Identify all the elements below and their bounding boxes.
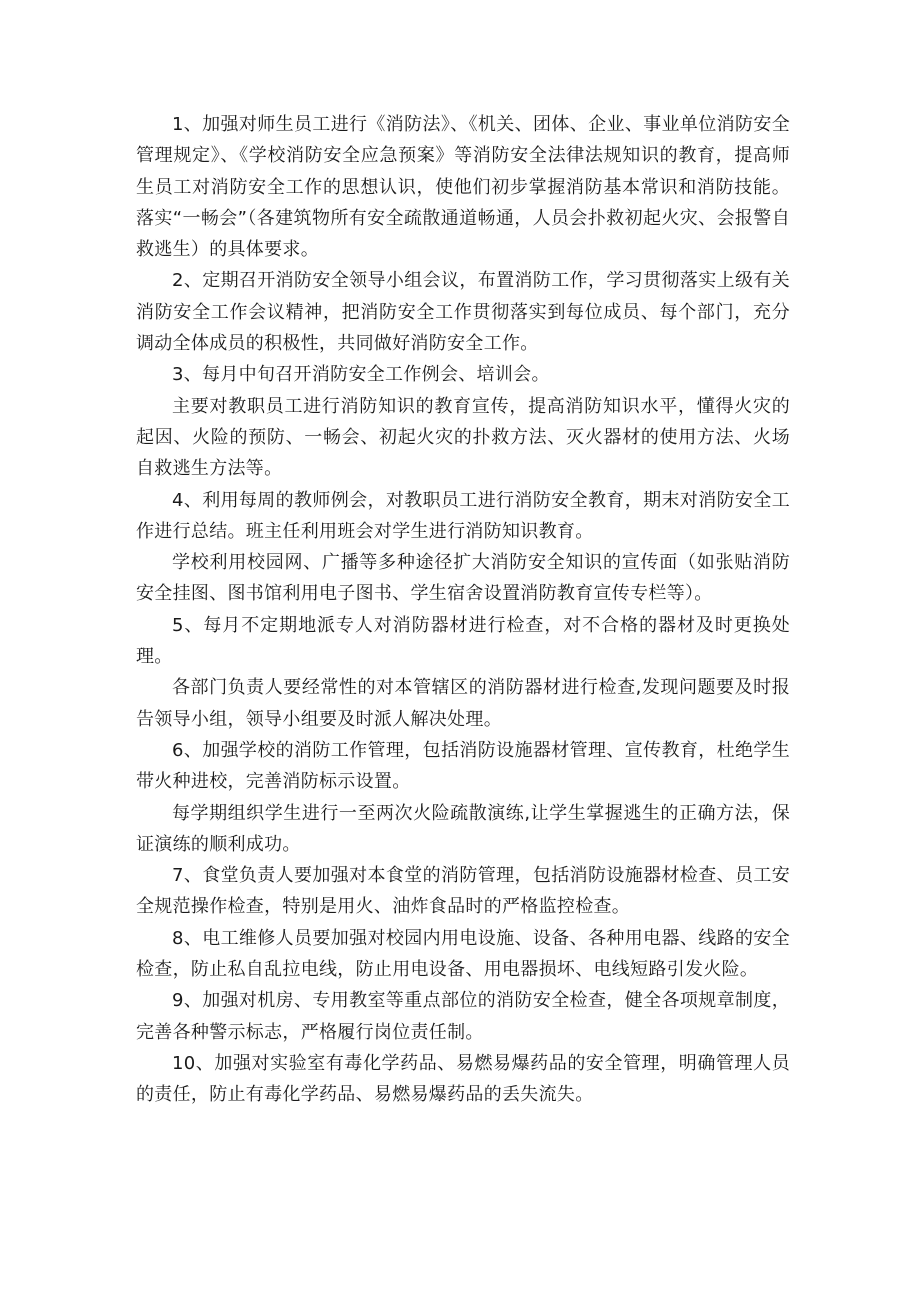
paragraph-item-6-detail: 每学期组织学生进行一至两次火险疏散演练,让学生掌握逃生的正确方法，保证演练的顺利成功。 — [136, 802, 790, 855]
paragraph-item-3: 3、每月中旬召开消防安全工作例会、培训会。 — [172, 364, 550, 386]
paragraph-item-9: 9、加强对机房、专用教室等重点部位的消防安全检查，健全各项规章制度，完善各种警示标志，严格履行岗位责任制。 — [136, 990, 790, 1043]
paragraph-item-2: 2、定期召开消防安全领导小组会议，布置消防工作，学习贯彻落实上级有关消防安全工作会议精神，把消防安全工作贯彻落实到每位成员、每个部门，充分调动全体成员的积极性，共同做好消防安全工作。 — [136, 270, 790, 355]
paragraph-item-6: 6、加强学校的消防工作管理，包括消防设施器材管理、宣传教育，杜绝学生带火种进校，完善消防标示设置。 — [136, 739, 790, 793]
paragraph-item-7: 7、食堂负责人要加强对本食堂的消防管理，包括消防设施器材检查、员工安全规范操作检查，特别是用火、油炸食品时的严格监控检查。 — [136, 865, 790, 918]
paragraph-item-8: 8、电工维修人员要加强对校园内用电设施、设备、各种用电器、线路的安全检查，防止私自乱拉电线，防止用电设备、用电器损坏、电线短路引发火险。 — [136, 927, 790, 981]
paragraph-item-4-detail: 学校利用校园网、广播等多种途径扩大消防安全知识的宣传面（如张贴消防安全挂图、图书馆利用电子图书、学生宿舍设置消防教育宣传专栏等）。 — [136, 552, 790, 605]
paragraph-item-4: 4、利用每周的教师例会，对教职员工进行消防安全教育，期末对消防安全工作进行总结。班主任利用班会对学生进行消防知识教育。 — [136, 489, 790, 542]
document-body — [136, 109, 790, 1111]
paragraph-item-3-detail: 主要对教职员工进行消防知识的教育宣传，提高消防知识水平，懂得火灾的起因、火险的预防、一畅会、初起火灾的扑救方法、灭火器材的使用方法、火场自救逃生方法等。 — [136, 395, 790, 480]
paragraph-item-5-detail: 各部门负责人要经常性的对本管辖区的消防器材进行检查,发现问题要及时报告领导小组，领导小组要及时派人解决处理。 — [136, 677, 790, 730]
paragraph-item-5: 5、每月不定期地派专人对消防器材进行检查，对不合格的器材及时更换处理。 — [136, 614, 790, 668]
paragraph-item-1: 1、加强对师生员工进行《消防法》、《机关、团体、企业、事业单位消防安全管理规定》、《学校消防安全应急预案》等消防安全法律法规知识的教育，提高师生员工对消防安全工作的思想认识，使他们初步掌握消防基本常识和消防技能。落实“一畅会”（各建筑物所有安全疏散通道畅通，人员会扑救初起火灾、会报警自救逃生）的具体要求。 — [136, 114, 790, 261]
paragraph-item-10: 10、加强对实验室有毒化学药品、易燃易爆药品的安全管理，明确管理人员的责任，防止有毒化学药品、易燃易爆药品的丢失流失。 — [136, 1052, 790, 1106]
